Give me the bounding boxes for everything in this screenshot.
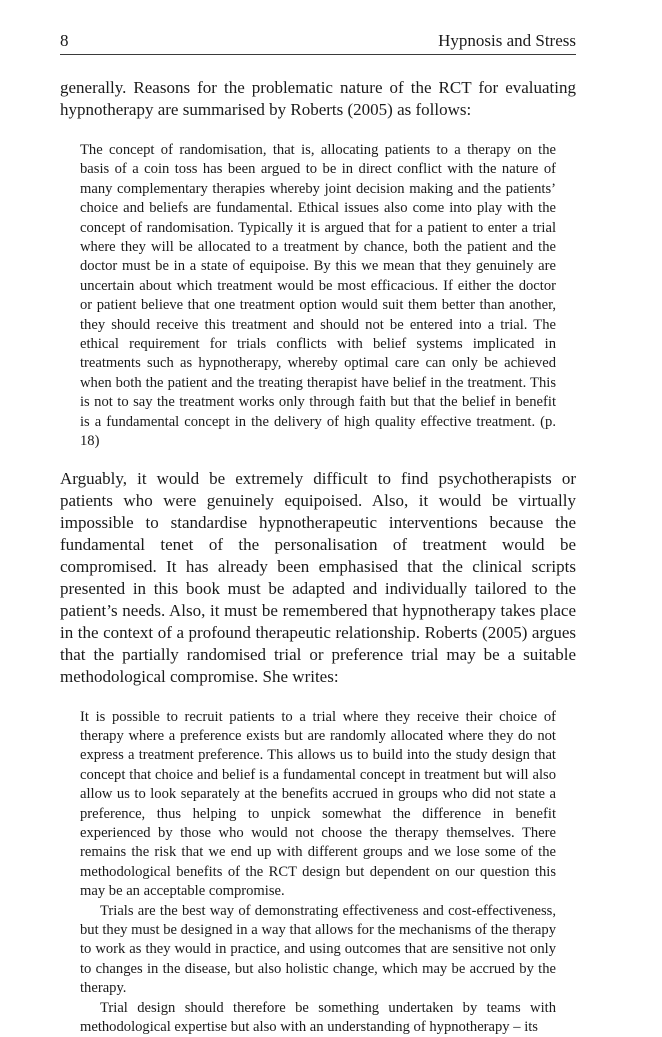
running-title: Hypnosis and Stress: [438, 30, 576, 52]
quote-paragraph: Trial design should therefore be something undertaken by teams with methodological expertise but also with an understanding of hypnotherapy – its: [80, 999, 556, 1037]
running-header: [60, 30, 576, 55]
quote-paragraph: It is possible to recruit patients to a trial where they receive their choice of therapy where a preference exists but are randomly allocated where they do not express a treatment preference. This allows us to build into the study design that concept that choice and belief is a fundamental concept in treatment but will also allow us to look separately at the benefits accrued in groups who did not state a preference, thus helping to unpick somewhat the difference in benefit experienced by those who would not choose the therapy themselves. There remains the risk that we end up with different groups and we lose some of the methodological benefits of the RCT design but dependent on our question this may be an acceptable compromise.: [80, 708, 556, 902]
body-paragraph: Arguably, it would be extremely difficult to find psychotherapists or patients who were genuinely equipoised. Also, it would be virtually impossible to standardise hypnotherapeutic interventions because the fundamental tenet of the personalisation of treatment would be compromised. It has already been emphasised that the clinical scripts presented in this book must be adapted and individually tailored to the patient’s needs. Also, it must be remembered that hypnotherapy takes place in the context of a profound therapeutic relationship. Roberts (2005) argues that the partially randomised trial or preference trial may be a suitable methodological compromise. She writes:: [60, 468, 576, 688]
page-number: 8: [60, 30, 69, 52]
quote-paragraph: Trials are the best way of demonstrating effectiveness and cost-effectiveness, but they must be designed in a way that allows for the mechanisms of the therapy to work as they would in practice, and using outcomes that are sensitive not only to changes in the disease, but also holistic change, which may be accrued by the therapy.: [80, 902, 556, 999]
intro-paragraph: generally. Reasons for the problematic nature of the RCT for evaluating hypnotherapy are summarised by Roberts (2005) as follows:: [60, 77, 576, 121]
book-page: [60, 30, 576, 1037]
block-quote-randomisation: [80, 141, 556, 452]
quote-paragraph: The concept of randomisation, that is, allocating patients to a therapy on the basis of a coin toss has been argued to be in direct conflict with the nature of many complementary therapies whereby joint decision making and the patients’ choice and beliefs are fundamental. Ethical issues also come into play with the concept of randomisation. Typically it is argued that for a patient to enter a trial where they will be allocated to a treatment by chance, both the patient and the doctor must be in a state of equipoise. By this we mean that they genuinely are uncertain about which treatment would be most efficacious. If either the doctor or patient believe that one treatment option would suit them better than another, they should receive this treatment and should not be entered into a trial. The ethical requirement for trials conflicts with belief systems implicated in treatments such as hypnotherapy, whereby optimal care can only be achieved when both the patient and the treating therapist have belief in the treatment. This is not to say the treatment works only through faith but that the belief in benefit is a fundamental concept in the delivery of high quality effective treatment. (p. 18): [80, 141, 556, 452]
block-quote-preference-trial: [80, 708, 556, 1037]
